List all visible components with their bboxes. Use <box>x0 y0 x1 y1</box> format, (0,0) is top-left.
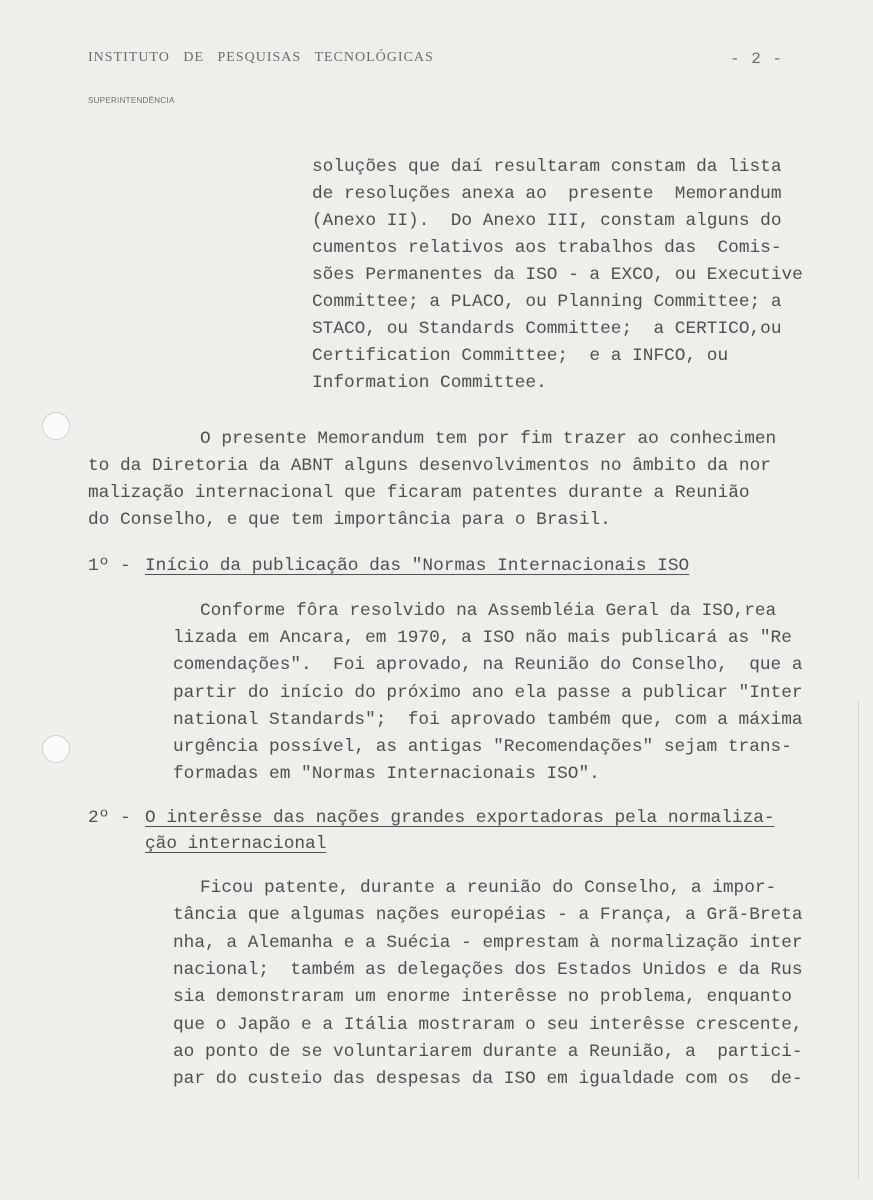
section-1-paragraph-line: comendações". Foi aprovado, na Reunião do Conselho, que a <box>173 655 803 676</box>
section-number: 1º - <box>88 556 142 576</box>
section-2-paragraph-line: Ficou patente, durante a reunião do Conselho, a impor- <box>200 878 777 898</box>
section-1-paragraph-line: lizada em Ancara, em 1970, a ISO não mais publicará as "Re <box>173 628 792 649</box>
punch-hole <box>42 735 70 763</box>
annex-paragraph-line: sões Permanentes da ISO - a EXCO, ou Executive <box>312 265 803 285</box>
purpose-paragraph-line: O presente Memorandum tem por fim trazer ao conhecimen <box>200 429 777 449</box>
section-2-heading-line: O interêsse das nações grandes exportadoras pela normaliza- <box>145 808 775 828</box>
section-2-paragraph-line: ao ponto de se voluntariarem durante a Reunião, a partici- <box>173 1041 803 1062</box>
institution-header: INSTITUTO DE PESQUISAS TECNOLÓGICAS <box>88 50 434 65</box>
annex-paragraph-line: cumentos relativos aos trabalhos das Comis- <box>312 238 782 258</box>
section-1-paragraph-line: urgência possível, as antigas "Recomendações" sejam trans- <box>173 737 792 757</box>
section-number: 2º - <box>88 808 142 828</box>
section-2-paragraph-line: que o Japão e a Itália mostraram o seu interêsse crescente, <box>173 1014 803 1035</box>
section-1-heading-line: Início da publicação das "Normas Internacionais ISO <box>145 556 690 576</box>
section-1-paragraph-line: partir do início do próximo ano ela passe a publicar "Inter <box>173 682 803 703</box>
department-label: SUPERINTENDÊNCIA <box>88 96 175 105</box>
section-1-paragraph-line: national Standards"; foi aprovado também que, com a máxima <box>173 709 803 730</box>
section-2-heading-line: ção internacional <box>145 834 327 854</box>
section-2-paragraph-line: tância que algumas nações européias - a França, a Grã-Breta <box>173 905 803 926</box>
annex-paragraph-line: soluções que daí resultaram constam da lista <box>312 157 782 177</box>
purpose-paragraph-line: malização internacional que ficaram patentes durante a Reunião <box>88 483 750 503</box>
annex-paragraph-line: Certification Committee; e a INFCO, ou <box>312 346 729 366</box>
page-edge-shadow <box>858 700 859 1180</box>
section-2-paragraph-line: sia demonstraram um enorme interêsse no problema, enquanto <box>173 987 792 1008</box>
section-2-paragraph-line: nacional; também as delegações dos Estados Unidos e da Rus <box>173 959 803 980</box>
section-2-paragraph-line: nha, a Alemanha e a Suécia - emprestam à normalização inter <box>173 932 803 953</box>
annex-paragraph-line: Information Committee. <box>312 373 547 393</box>
annex-paragraph-line: STACO, ou Standards Committee; a CERTICO,ou <box>312 319 782 339</box>
section-1-paragraph-line: Conforme fôra resolvido na Assembléia Geral da ISO,rea <box>200 601 777 621</box>
section-1-paragraph-line: formadas em "Normas Internacionais ISO". <box>173 764 600 785</box>
purpose-paragraph-line: do Conselho, e que tem importância para o Brasil. <box>88 510 611 530</box>
annex-paragraph-line: de resoluções anexa ao presente Memorandum <box>312 184 782 204</box>
purpose-paragraph-line: to da Diretoria da ABNT alguns desenvolvimentos no âmbito da nor <box>88 456 771 476</box>
annex-paragraph-line: Committee; a PLACO, ou Planning Committee; a <box>312 292 782 312</box>
annex-paragraph-line: (Anexo II). Do Anexo III, constam alguns do <box>312 211 782 231</box>
section-2-paragraph-line: par do custeio das despesas da ISO em igualdade com os de- <box>173 1069 803 1090</box>
punch-hole <box>42 412 70 440</box>
page-number: - 2 - <box>730 50 784 68</box>
